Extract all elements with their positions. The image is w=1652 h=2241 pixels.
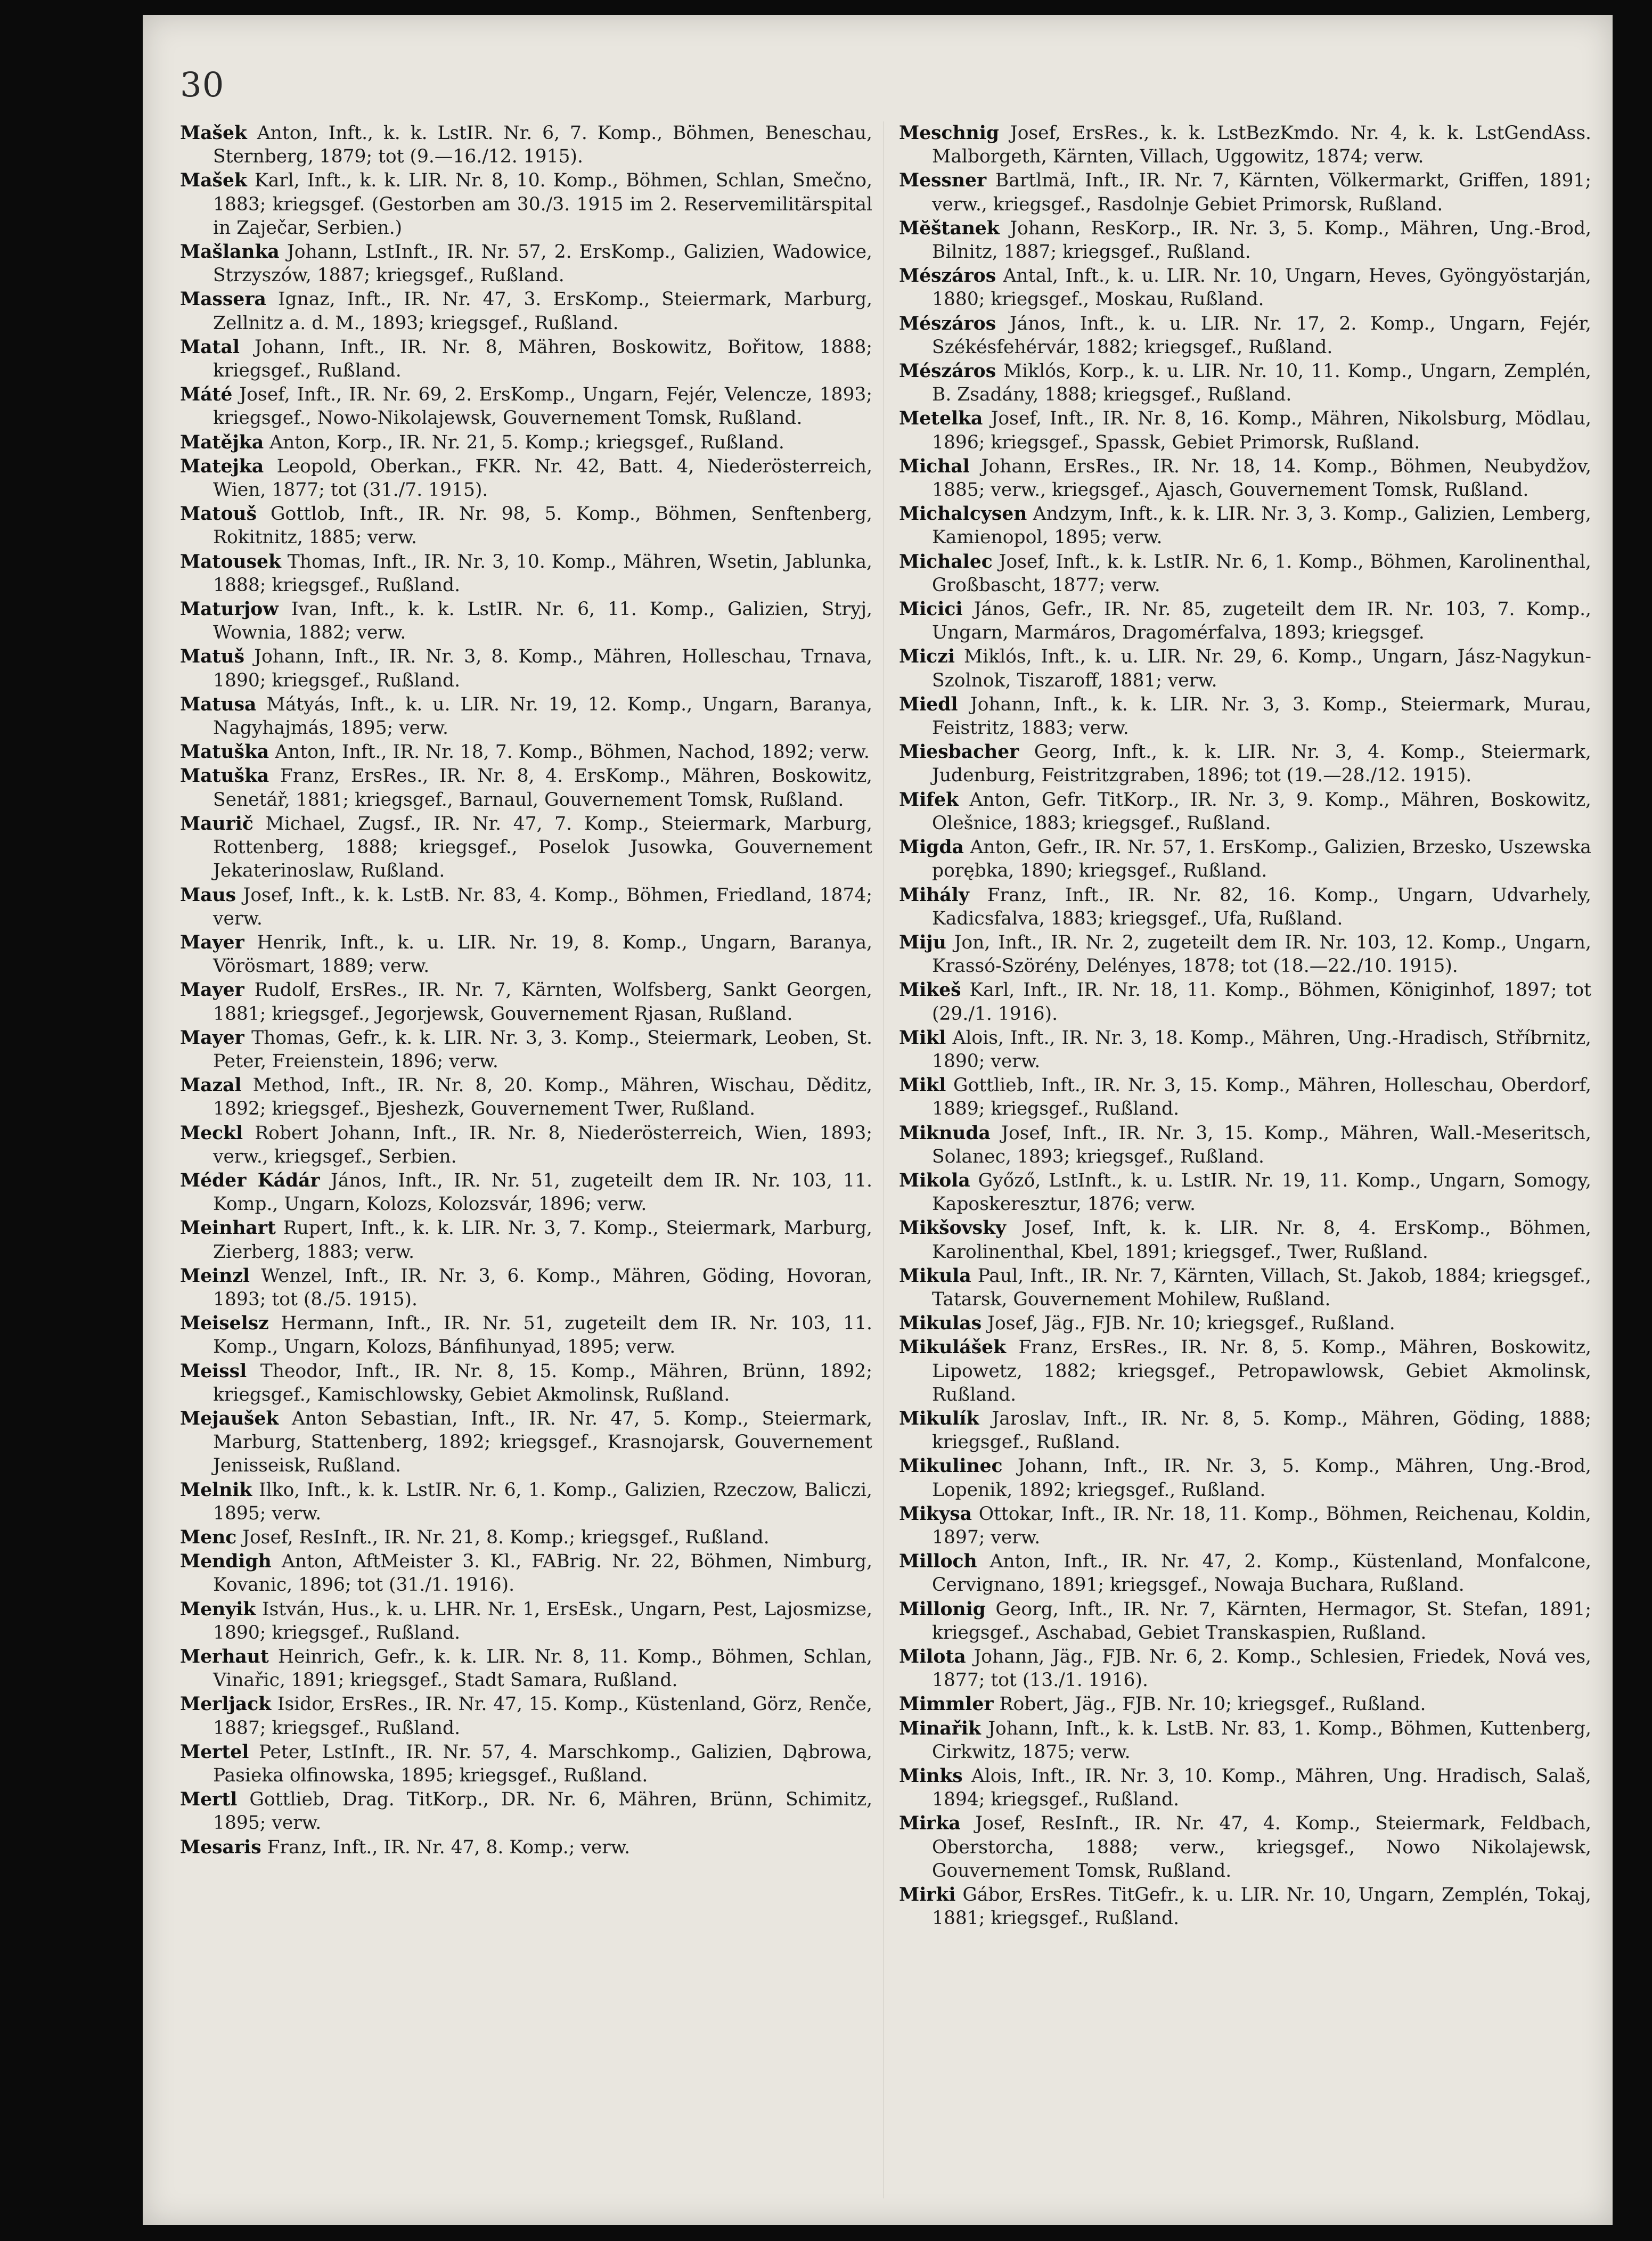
entry-surname: Mikulášek (899, 1337, 1007, 1359)
entry-details: Gottlieb, Inft., IR. Nr. 3, 15. Komp., Mähren, Holleschau, Oberdorf, 1889; kriegsgef., Rußland. (932, 1075, 1591, 1120)
entry-details: Johann, Inft., IR. Nr. 8, Mähren, Boskowitz, Bořitow, 1888; kriegsgef., Rußland. (213, 336, 872, 382)
entry-details: Johann, ErsRes., IR. Nr. 18, 14. Komp., Böhmen, Neubydžov, 1885; verw., kriegsgef., Ajasch, Gouvernement Tomsk, Rußland. (932, 455, 1591, 501)
entry-details: Gottlieb, Drag. TitKorp., DR. Nr. 6, Mähren, Brünn, Schimitz, 1895; verw. (213, 1789, 872, 1834)
entry-surname: Meissl (180, 1360, 247, 1382)
entry-surname: Mészáros (899, 361, 996, 382)
entry-surname: Mayer (180, 979, 244, 1001)
entry-details: Anton, Korp., IR. Nr. 21, 5. Komp.; kriegsgef., Rußland. (264, 431, 784, 453)
register-entry (899, 1407, 1591, 1454)
entry-details: Győző, LstInft., k. u. LstIR. Nr. 19, 11. Komp., Ungarn, Somogy, Kaposkeresztur, 1876; verw. (932, 1169, 1591, 1215)
entry-surname: Mirki (899, 1884, 956, 1906)
entry-details: Georg, Inft., k. k. LIR. Nr. 3, 4. Komp., Steiermark, Judenburg, Feistritzgraben, 1896; tot (19.—28./12. 1915). (932, 741, 1591, 787)
register-entry (180, 431, 872, 454)
entry-details: Anton Sebastian, Inft., IR. Nr. 47, 5. Komp., Steiermark, Marburg, Stattenberg, 1892; kriegsgef., Krasnojarsk, Gouvernement Jenisseisk, Rußland. (213, 1408, 872, 1477)
entry-surname: Milloch (899, 1551, 977, 1573)
entry-surname: Mendigh (180, 1551, 272, 1573)
register-entry (180, 1074, 872, 1120)
register-entry (899, 1717, 1591, 1764)
register-entry (899, 1645, 1591, 1692)
entry-details: Andzym, Inft., k. k. LIR. Nr. 3, 3. Komp., Galizien, Lemberg, Kamienopol, 1895; verw. (932, 503, 1591, 549)
entry-details: Bartlmä, Inft., IR. Nr. 7, Kärnten, Völkermarkt, Griffen, 1891; verw., kriegsgef., Rasdolnje Gebiet Primorsk, Rußland. (932, 170, 1591, 215)
entry-details: Rudolf, ErsRes., IR. Nr. 7, Kärnten, Wolfsberg, Sankt Georgen, 1881; kriegsgef., Jegorjewsk, Gouvernement Rjasan, Rußland. (213, 979, 872, 1025)
entry-details: Theodor, Inft., IR. Nr. 8, 15. Komp., Mähren, Brünn, 1892; kriegsgef., Kamischlowsky, Gebiet Akmolinsk, Rußland. (213, 1360, 872, 1405)
register-entry (180, 931, 872, 978)
entry-surname: Mikšovsky (899, 1217, 1007, 1239)
entry-details: Anton, Gefr. TitKorp., IR. Nr. 3, 9. Komp., Mähren, Boskowitz, Olešnice, 1883; kriegsgef., Rußland. (932, 789, 1591, 834)
register-entry (899, 1026, 1591, 1073)
register-entry (180, 812, 872, 883)
entry-surname: Mayer (180, 1027, 244, 1049)
entry-surname: Mašek (180, 122, 247, 144)
register-entry (899, 1169, 1591, 1216)
left-column (180, 121, 872, 1860)
entry-surname: Mimmler (899, 1694, 994, 1715)
entry-surname: Meckl (180, 1122, 243, 1144)
register-entry (899, 312, 1591, 359)
register-entry (899, 1122, 1591, 1168)
entry-details: Alois, Inft., IR. Nr. 3, 18. Komp., Mähren, Ung.-Hradisch, Stříbrnitz, 1890; verw. (932, 1027, 1591, 1072)
entry-surname: Mikl (899, 1027, 946, 1049)
entry-surname: Mikola (899, 1169, 970, 1191)
register-entry (180, 1312, 872, 1359)
register-entry (180, 1026, 872, 1073)
entry-details: János, Gefr., IR. Nr. 85, zugeteilt dem IR. Nr. 103, 7. Komp., Ungarn, Marmáros, Dragomérfalva, 1893; kriegsgef. (932, 599, 1591, 644)
register-entry (899, 407, 1591, 454)
register-entry (180, 1645, 872, 1692)
entry-details: Johann, Jäg., FJB. Nr. 6, 2. Komp., Schlesien, Friedek, Nová ves, 1877; tot (13./1. 1916). (932, 1646, 1591, 1691)
register-entry (180, 645, 872, 692)
entry-details: Anton, Gefr., IR. Nr. 57, 1. ErsKomp., Galizien, Brzesko, Uszewska porębka, 1890; kriegsgef., Rußland. (932, 837, 1591, 882)
register-entry (899, 455, 1591, 502)
register-entry (899, 598, 1591, 644)
register-entry (899, 1454, 1591, 1501)
entry-surname: Máté (180, 384, 233, 406)
entry-surname: Meiselsz (180, 1313, 269, 1335)
entry-details: Johann, LstInft., IR. Nr. 57, 2. ErsKomp., Galizien, Wadowice, Strzyszów, 1887; kriegsgef., Rußland. (213, 241, 872, 287)
register-entry (899, 1598, 1591, 1645)
register-entry (180, 1598, 872, 1645)
entry-details: Johann, ResKorp., IR. Nr. 3, 5. Komp., Mähren, Ung.-Brod, Bilnitz, 1887; kriegsgef., Rußland. (932, 217, 1591, 263)
entry-surname: Meinzl (180, 1265, 250, 1287)
register-entry (899, 931, 1591, 978)
register-entry (180, 740, 872, 764)
entry-surname: Mészáros (899, 265, 996, 287)
register-entry (180, 1526, 872, 1549)
entry-details: Antal, Inft., k. u. LIR. Nr. 10, Ungarn, Heves, Gyöngyöstarján, 1880; kriegsgef., Moskau, Rußland. (932, 265, 1591, 310)
register-entry (180, 550, 872, 597)
entry-surname: Miju (899, 931, 946, 953)
entry-details: Josef, ErsRes., k. k. LstBezKmdo. Nr. 4, k. k. LstGendAss. Malborgeth, Kärnten, Villach, Uggowitz, 1874; verw. (932, 122, 1591, 168)
entry-surname: Melnik (180, 1479, 252, 1501)
entry-details: Jon, Inft., IR. Nr. 2, zugeteilt dem IR. Nr. 103, 12. Komp., Ungarn, Krassó-Szörény, Delényes, 1878; tot (18.—22./10. 1915). (932, 931, 1591, 977)
entry-details: Karl, Inft., IR. Nr. 18, 11. Komp., Böhmen, Königinhof, 1897; tot (29./1. 1916). (932, 979, 1591, 1025)
entry-details: Jaroslav, Inft., IR. Nr. 8, 5. Komp., Mähren, Göding, 1888; kriegsgef., Rußland. (932, 1408, 1591, 1453)
entry-surname: Matousek (180, 551, 281, 572)
register-entry (180, 1550, 872, 1597)
entry-details: Mátyás, Inft., k. u. LIR. Nr. 19, 12. Komp., Ungarn, Baranya, Nagyhajmás, 1895; verw. (213, 693, 872, 739)
entry-surname: Menyik (180, 1598, 256, 1620)
entry-details: János, Inft., k. u. LIR. Nr. 17, 2. Komp., Ungarn, Fejér, Székésfehérvár, 1882; kriegsgef., Rußland. (932, 313, 1591, 358)
entry-surname: Mikysa (899, 1503, 972, 1525)
entry-surname: Minks (899, 1765, 963, 1787)
register-entry (180, 1264, 872, 1311)
register-entry (899, 693, 1591, 740)
entry-surname: Matějka (180, 431, 264, 453)
entry-surname: Miedl (899, 693, 958, 715)
entry-details: Ilko, Inft., k. k. LstIR. Nr. 6, 1. Komp., Galizien, Rzeczow, Baliczi, 1895; verw. (213, 1479, 872, 1524)
entry-surname: Mĕštanek (899, 217, 1000, 239)
entry-details: Michael, Zugsf., IR. Nr. 47, 7. Komp., Steiermark, Marburg, Rottenberg, 1888; kriegsgef., Poselok Jusowka, Gouvernement Jekaterinoslaw, Rußland. (213, 813, 872, 882)
register-entry (180, 1836, 872, 1859)
entry-surname: Michal (899, 455, 970, 477)
register-entry (899, 1074, 1591, 1120)
entry-surname: Maus (180, 884, 236, 906)
entry-details: Johann, Inft., k. k. LIR. Nr. 3, 3. Komp., Steiermark, Murau, Feistritz, 1883; verw. (932, 693, 1591, 739)
register-entry (899, 1764, 1591, 1811)
entry-details: Franz, Inft., IR. Nr. 82, 16. Komp., Ungarn, Udvarhely, Kadicsfalva, 1883; kriegsgef., Ufa, Rußland. (932, 884, 1591, 929)
entry-details: Josef, Inft., k. k. LstIR. Nr. 6, 1. Komp., Böhmen, Karolinenthal, Großbascht, 1877; verw. (932, 551, 1591, 596)
entry-details: Method, Inft., IR. Nr. 8, 20. Komp., Mähren, Wischau, Děditz, 1892; kriegsgef., Bjeshezk, Gouvernement Twer, Rußland. (213, 1075, 872, 1120)
page-number: 30 (180, 66, 225, 105)
entry-details: Wenzel, Inft., IR. Nr. 3, 6. Komp., Mähren, Göding, Hovoran, 1893; tot (8./5. 1915). (213, 1265, 872, 1310)
entry-details: Thomas, Gefr., k. k. LIR. Nr. 3, 3. Komp., Steiermark, Leoben, St. Peter, Freienstein, 1896; verw. (213, 1027, 872, 1072)
register-entry (899, 978, 1591, 1025)
entry-details: Rupert, Inft., k. k. LIR. Nr. 3, 7. Komp., Steiermark, Marburg, Zierberg, 1883; verw. (213, 1217, 872, 1263)
register-entry (899, 264, 1591, 311)
register-entry (899, 1550, 1591, 1597)
entry-details: Josef, ResInft., IR. Nr. 47, 4. Komp., Steiermark, Feldbach, Oberstorcha, 1888; verw., kriegsgef., Nowo Nikolajewsk, Gouvernement Tomsk, Rußland. (932, 1813, 1591, 1882)
register-entry (180, 336, 872, 382)
register-entry (180, 1407, 872, 1478)
entry-surname: Matusa (180, 693, 257, 715)
entry-surname: Mertel (180, 1741, 249, 1763)
register-entry (180, 693, 872, 740)
register-entry (899, 217, 1591, 264)
entry-details: Ignaz, Inft., IR. Nr. 47, 3. ErsKomp., Steiermark, Marburg, Zellnitz a. d. M., 1893; kriegsgef., Rußland. (213, 289, 872, 334)
register-entry (899, 884, 1591, 930)
entry-surname: Metelka (899, 408, 983, 430)
entry-details: Henrik, Inft., k. u. LIR. Nr. 19, 8. Komp., Ungarn, Baranya, Vörösmart, 1889; verw. (213, 931, 872, 977)
register-entry (180, 1216, 872, 1263)
register-entry (180, 884, 872, 930)
entry-surname: Mikulík (899, 1408, 979, 1429)
entry-details: Robert Johann, Inft., IR. Nr. 8, Niederösterreich, Wien, 1893; verw., kriegsgef., Serbien. (213, 1122, 872, 1167)
entry-details: Thomas, Inft., IR. Nr. 3, 10. Komp., Mähren, Wsetin, Jablunka, 1888; kriegsgef., Rußland. (213, 551, 872, 596)
register-entry (180, 1788, 872, 1835)
entry-details: Anton, Inft., IR. Nr. 47, 2. Komp., Küstenland, Monfalcone, Cervignano, 1891; kriegsgef., Nowaja Buchara, Rußland. (932, 1551, 1591, 1596)
entry-details: János, Inft., IR. Nr. 51, zugeteilt dem IR. Nr. 103, 11. Komp., Ungarn, Kolozs, Kolozsvár, 1896; verw. (213, 1169, 872, 1215)
register-entry (180, 764, 872, 811)
entry-details: Hermann, Inft., IR. Nr. 51, zugeteilt dem IR. Nr. 103, 11. Komp., Ungarn, Kolozs, Bánfihunyad, 1895; verw. (213, 1313, 872, 1358)
entry-details: Gottlob, Inft., IR. Nr. 98, 5. Komp., Böhmen, Senftenberg, Rokitnitz, 1885; verw. (213, 503, 872, 549)
entry-details: Peter, LstInft., IR. Nr. 57, 4. Marschkomp., Galizien, Dąbrowa, Pasieka olfinowska, 1895; kriegsgef., Rußland. (213, 1741, 872, 1787)
entry-surname: Maurič (180, 813, 253, 835)
register-entry (899, 1336, 1591, 1406)
register-entry (899, 836, 1591, 882)
entry-surname: Matuška (180, 765, 269, 787)
register-entry (899, 645, 1591, 692)
entry-details: Johann, Inft., IR. Nr. 3, 5. Komp., Mähren, Ung.-Brod, Lopenik, 1892; kriegsgef., Rußland. (932, 1455, 1591, 1501)
register-entry (899, 1216, 1591, 1263)
entry-surname: Merhaut (180, 1646, 269, 1667)
register-entry (899, 1812, 1591, 1883)
register-entry (899, 788, 1591, 835)
entry-surname: Mifek (899, 789, 959, 811)
register-entry (899, 359, 1591, 406)
entry-details: Heinrich, Gefr., k. k. LIR. Nr. 8, 11. Komp., Böhmen, Schlan, Vinařic, 1891; kriegsgef., Stadt Samara, Rußland. (213, 1646, 872, 1691)
entry-surname: Minařik (899, 1717, 981, 1739)
entry-surname: Mészáros (899, 313, 996, 334)
entry-surname: Matal (180, 336, 240, 358)
entry-surname: Mikula (899, 1265, 971, 1287)
entry-surname: Mikulinec (899, 1455, 1003, 1477)
entry-surname: Mihály (899, 884, 969, 906)
entry-surname: Miknuda (899, 1122, 991, 1144)
entry-details: Josef, Inft., IR. Nr. 3, 15. Komp., Mähren, Wall.-Meseritsch, Solanec, 1893; kriegsgef., Rußland. (932, 1122, 1591, 1167)
entry-surname: Matuš (180, 646, 244, 668)
register-entry (899, 1883, 1591, 1930)
entry-details: Franz, Inft., IR. Nr. 47, 8. Komp.; verw. (261, 1836, 631, 1858)
entry-details: Anton, Inft., k. k. LstIR. Nr. 6, 7. Komp., Böhmen, Beneschau, Sternberg, 1879; tot (9.—16./12. 1915). (213, 122, 872, 168)
register-entry (180, 1360, 872, 1406)
entry-details: Gábor, ErsRes. TitGefr., k. u. LIR. Nr. 10, Ungarn, Zemplén, Tokaj, 1881; kriegsgef., Rußland. (932, 1884, 1591, 1929)
entry-details: Josef, Jäg., FJB. Nr. 10; kriegsgef., Rußland. (982, 1313, 1395, 1335)
entry-details: Josef, Inft, k. k. LIR. Nr. 8, 4. ErsKomp., Böhmen, Karolinenthal, Kbel, 1891; kriegsgef., Twer, Rußland. (932, 1217, 1591, 1263)
entry-details: Anton, AftMeister 3. Kl., FABrig. Nr. 22, Böhmen, Nimburg, Kovanic, 1896; tot (31./1. 1916). (213, 1551, 872, 1596)
entry-surname: Mertl (180, 1789, 238, 1811)
register-entry (899, 1312, 1591, 1335)
register-entry (180, 1478, 872, 1525)
entry-details: Isidor, ErsRes., IR. Nr. 47, 15. Komp., Küstenland, Görz, Renče, 1887; kriegsgef., Rußland. (213, 1694, 872, 1739)
column-divider (883, 121, 884, 2198)
entry-details: Ivan, Inft., k. k. LstIR. Nr. 6, 11. Komp., Galizien, Stryj, Wownia, 1882; verw. (213, 599, 872, 644)
entry-details: Johann, Inft., IR. Nr. 3, 8. Komp., Mähren, Holleschau, Trnava, 1890; kriegsgef., Rußland. (213, 646, 872, 691)
register-entry (180, 288, 872, 334)
entry-details: Josef, ResInft., IR. Nr. 21, 8. Komp.; kriegsgef., Rußland. (236, 1526, 770, 1548)
entry-surname: Miesbacher (899, 741, 1019, 763)
entry-surname: Milota (899, 1646, 966, 1667)
register-entry (899, 740, 1591, 787)
entry-surname: Meschnig (899, 122, 999, 144)
entry-details: Ottokar, Inft., IR. Nr. 18, 11. Komp., Böhmen, Reichenau, Koldin, 1897; verw. (932, 1503, 1591, 1548)
register-entry (899, 550, 1591, 597)
register-entry (180, 598, 872, 644)
entry-surname: Mikl (899, 1075, 946, 1097)
register-entry (180, 169, 872, 240)
entry-details: Miklós, Korp., k. u. LIR. Nr. 10, 11. Komp., Ungarn, Zemplén, B. Zsadány, 1888; kriegsgef., Rußland. (932, 361, 1591, 406)
entry-surname: Messner (899, 170, 987, 192)
register-entry (180, 1122, 872, 1168)
entry-details: Paul, Inft., IR. Nr. 7, Kärnten, Villach, St. Jakob, 1884; kriegsgef., Tatarsk, Gouvernement Mohilew, Rußland. (932, 1265, 1591, 1310)
register-entry (180, 1169, 872, 1216)
register-entry (180, 240, 872, 287)
entry-surname: Meinhart (180, 1217, 276, 1239)
document-page (143, 15, 1613, 2225)
right-column (899, 121, 1591, 1931)
entry-details: Anton, Inft., IR. Nr. 18, 7. Komp., Böhmen, Nachod, 1892; verw. (269, 741, 870, 763)
register-entry (899, 1264, 1591, 1311)
entry-surname: Michalcysen (899, 503, 1027, 525)
entry-surname: Mesaris (180, 1836, 261, 1858)
entry-surname: Micici (899, 599, 963, 620)
entry-surname: Miczi (899, 646, 955, 668)
entry-surname: Maturjow (180, 599, 279, 620)
entry-details: Leopold, Oberkan., FKR. Nr. 42, Batt. 4, Niederösterreich, Wien, 1877; tot (31./7. 1915). (213, 455, 872, 501)
entry-details: Georg, Inft., IR. Nr. 7, Kärnten, Hermagor, St. Stefan, 1891; kriegsgef., Aschabad, Gebiet Transkaspien, Rußland. (932, 1598, 1591, 1643)
entry-details: Miklós, Inft., k. u. LIR. Nr. 29, 6. Komp., Ungarn, Jász-Nagykun-Szolnok, Tiszaroff, 1881; verw. (932, 646, 1591, 691)
entry-surname: Mikulas (899, 1313, 982, 1335)
entry-surname: Mirka (899, 1813, 961, 1835)
entry-surname: Mazal (180, 1075, 242, 1097)
entry-details: Alois, Inft., IR. Nr. 3, 10. Komp., Mähren, Ung. Hradisch, Salaš, 1894; kriegsgef., Rußland. (932, 1765, 1591, 1811)
entry-surname: Massera (180, 289, 266, 310)
register-entry (180, 1692, 872, 1739)
register-entry (899, 121, 1591, 168)
entry-details: Robert, Jäg., FJB. Nr. 10; kriegsgef., Rußland. (993, 1694, 1426, 1715)
register-entry (180, 1740, 872, 1787)
register-entry (899, 502, 1591, 549)
entry-details: Johann, Inft., k. k. LstB. Nr. 83, 1. Komp., Böhmen, Kuttenberg, Cirkwitz, 1875; verw. (932, 1717, 1591, 1763)
entry-surname: Menc (180, 1526, 237, 1548)
register-entry (899, 1692, 1591, 1716)
entry-surname: Migda (899, 837, 964, 858)
entry-details: Josef, Inft., IR. Nr. 8, 16. Komp., Mähren, Nikolsburg, Mödlau, 1896; kriegsgef., Spassk, Gebiet Primorsk, Rußland. (932, 408, 1591, 453)
entry-surname: Matejka (180, 455, 264, 477)
entry-surname: Matuška (180, 741, 269, 763)
entry-surname: Méder Kádár (180, 1169, 320, 1191)
register-entry (899, 169, 1591, 216)
entry-surname: Mašlanka (180, 241, 280, 263)
register-entry (899, 1502, 1591, 1549)
register-entry (180, 455, 872, 502)
entry-surname: Mikeš (899, 979, 961, 1001)
entry-surname: Merljack (180, 1694, 272, 1715)
entry-surname: Millonig (899, 1598, 986, 1620)
entry-details: Karl, Inft., k. k. LIR. Nr. 8, 10. Komp., Böhmen, Schlan, Smečno, 1883; kriegsgef. (Gestorben am 30./3. 1915 im 2. Reservemilitärspital in Zaječar, Serbien.) (213, 170, 872, 239)
entry-surname: Mayer (180, 931, 244, 953)
entry-details: Josef, Inft., IR. Nr. 69, 2. ErsKomp., Ungarn, Fejér, Velencze, 1893; kriegsgef., Nowo-Nikolajewsk, Gouvernement Tomsk, Rußland. (213, 384, 872, 429)
entry-details: Josef, Inft., k. k. LstB. Nr. 83, 4. Komp., Böhmen, Friedland, 1874; verw. (213, 884, 872, 929)
entry-surname: Mejaušek (180, 1408, 279, 1429)
register-entry (180, 502, 872, 549)
register-entry (180, 978, 872, 1025)
entry-surname: Michalec (899, 551, 993, 572)
entry-details: István, Hus., k. u. LHR. Nr. 1, ErsEsk., Ungarn, Pest, Lajosmizse, 1890; kriegsgef., Rußland. (213, 1598, 872, 1643)
entry-details: Franz, ErsRes., IR. Nr. 8, 5. Komp., Mähren, Boskowitz, Lipowetz, 1882; kriegsgef., Petropawlowsk, Gebiet Akmolinsk, Rußland. (932, 1337, 1591, 1405)
register-entry (180, 383, 872, 430)
entry-surname: Matouš (180, 503, 257, 525)
register-entry (180, 121, 872, 168)
entry-details: Franz, ErsRes., IR. Nr. 8, 4. ErsKomp., Mähren, Boskowitz, Senetář, 1881; kriegsgef., Barnaul, Gouvernement Tomsk, Rußland. (213, 765, 872, 811)
entry-surname: Mašek (180, 170, 247, 192)
